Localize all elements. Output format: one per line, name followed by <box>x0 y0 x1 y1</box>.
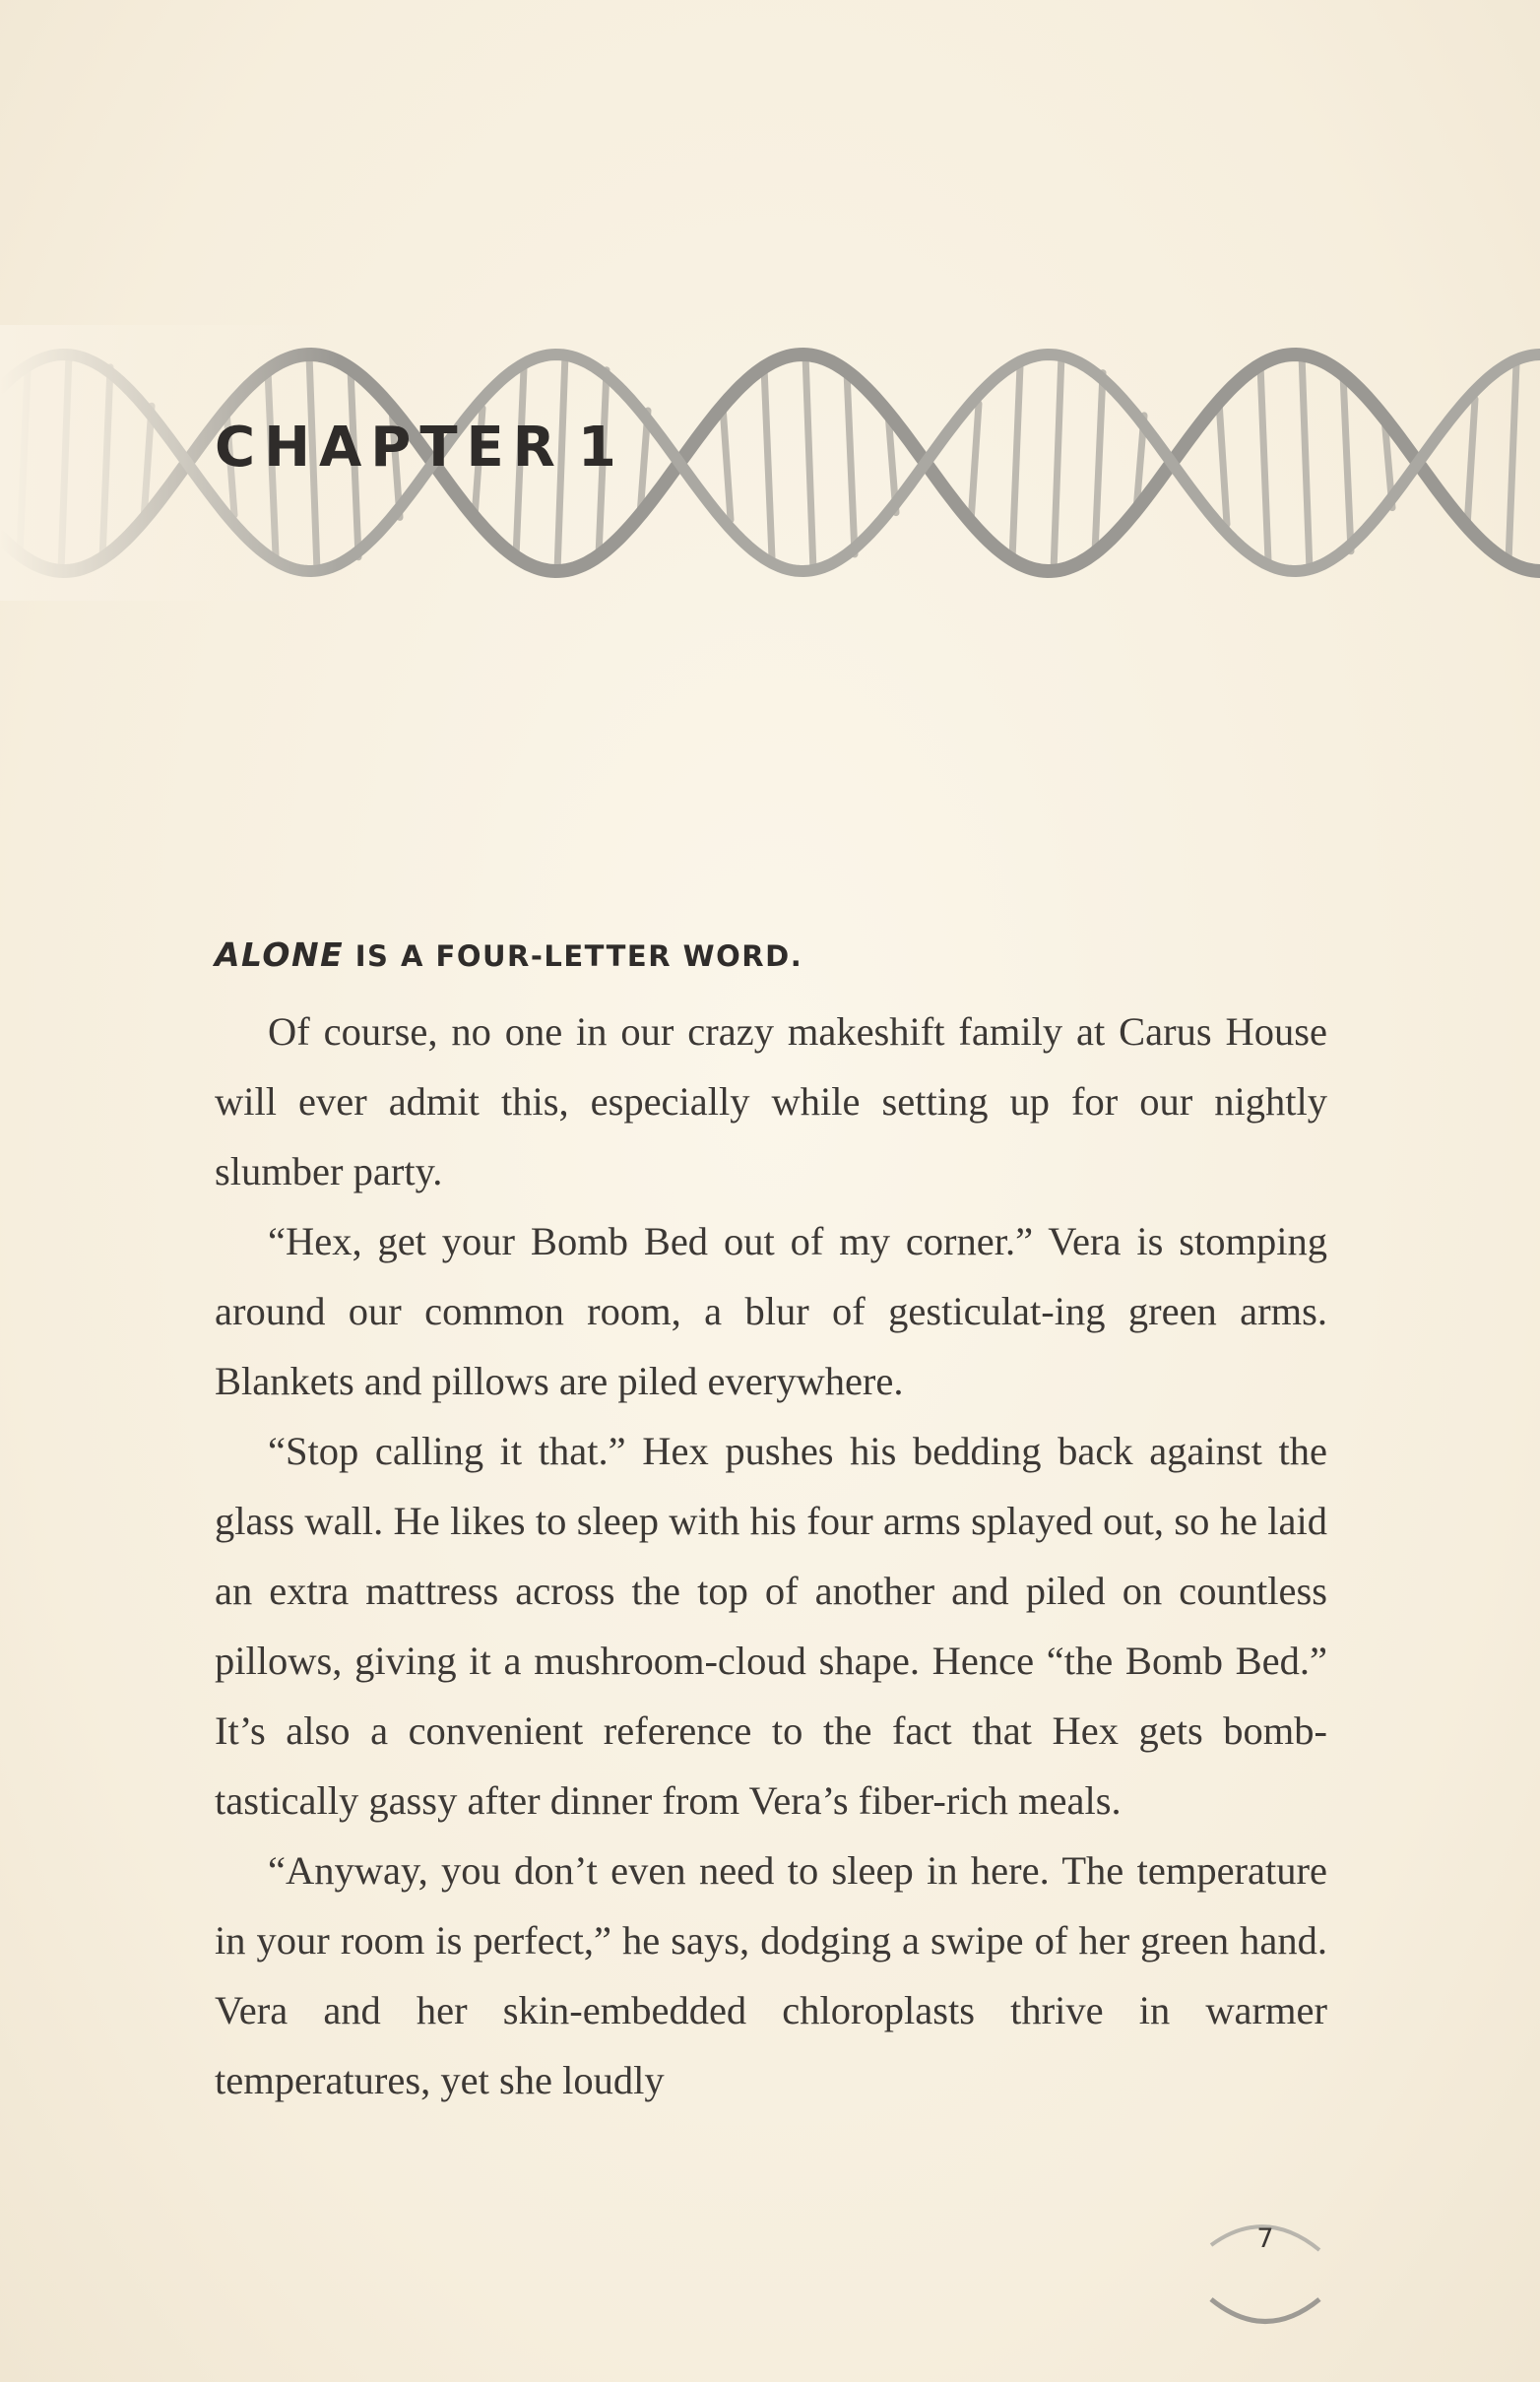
paragraph: “Stop calling it that.” Hex pushes his bedding back against the glass wall. He likes to sleep with his four arms splayed out, so he laid an extra mattress across the top of another and piled on countless pillows, giving it a mushroom-cloud shape. Hence “the Bomb Bed.” It’s also a convenient reference to the fact that Hex gets bomb-tastically gassy after dinner from Vera’s fiber-rich meals. <box>215 1429 1327 1823</box>
paragraph: “Anyway, you don’t even need to sleep in here. The temperature in your room is perfect,” he says, dodging a swipe of her green hand. Vera and her skin-embedded chloroplasts thrive in warmer temperatures, yet she loudly <box>215 1848 1327 2102</box>
paragraph: “Hex, get your Bomb Bed out of my corner.” Vera is stomping around our common room, a blur of gesticulat-ing green arms. Blankets and pillows are piled everywhere. <box>215 1219 1327 1403</box>
opening-rest: IS A FOUR-LETTER WORD. <box>344 939 803 973</box>
chapter-heading <box>215 416 625 480</box>
paragraph: Of course, no one in our crazy makeshift family at Carus House will ever admit this, especially while setting up for our nightly slumber party. <box>215 1009 1327 1193</box>
opening-emphasis: ALONE <box>215 935 345 974</box>
body-text <box>215 935 1327 2115</box>
page-number: 7 <box>1256 2223 1274 2254</box>
chapter-number: 1 <box>577 416 625 480</box>
chapter-label: CHAPTER <box>215 416 564 480</box>
opening-line <box>215 935 1327 975</box>
